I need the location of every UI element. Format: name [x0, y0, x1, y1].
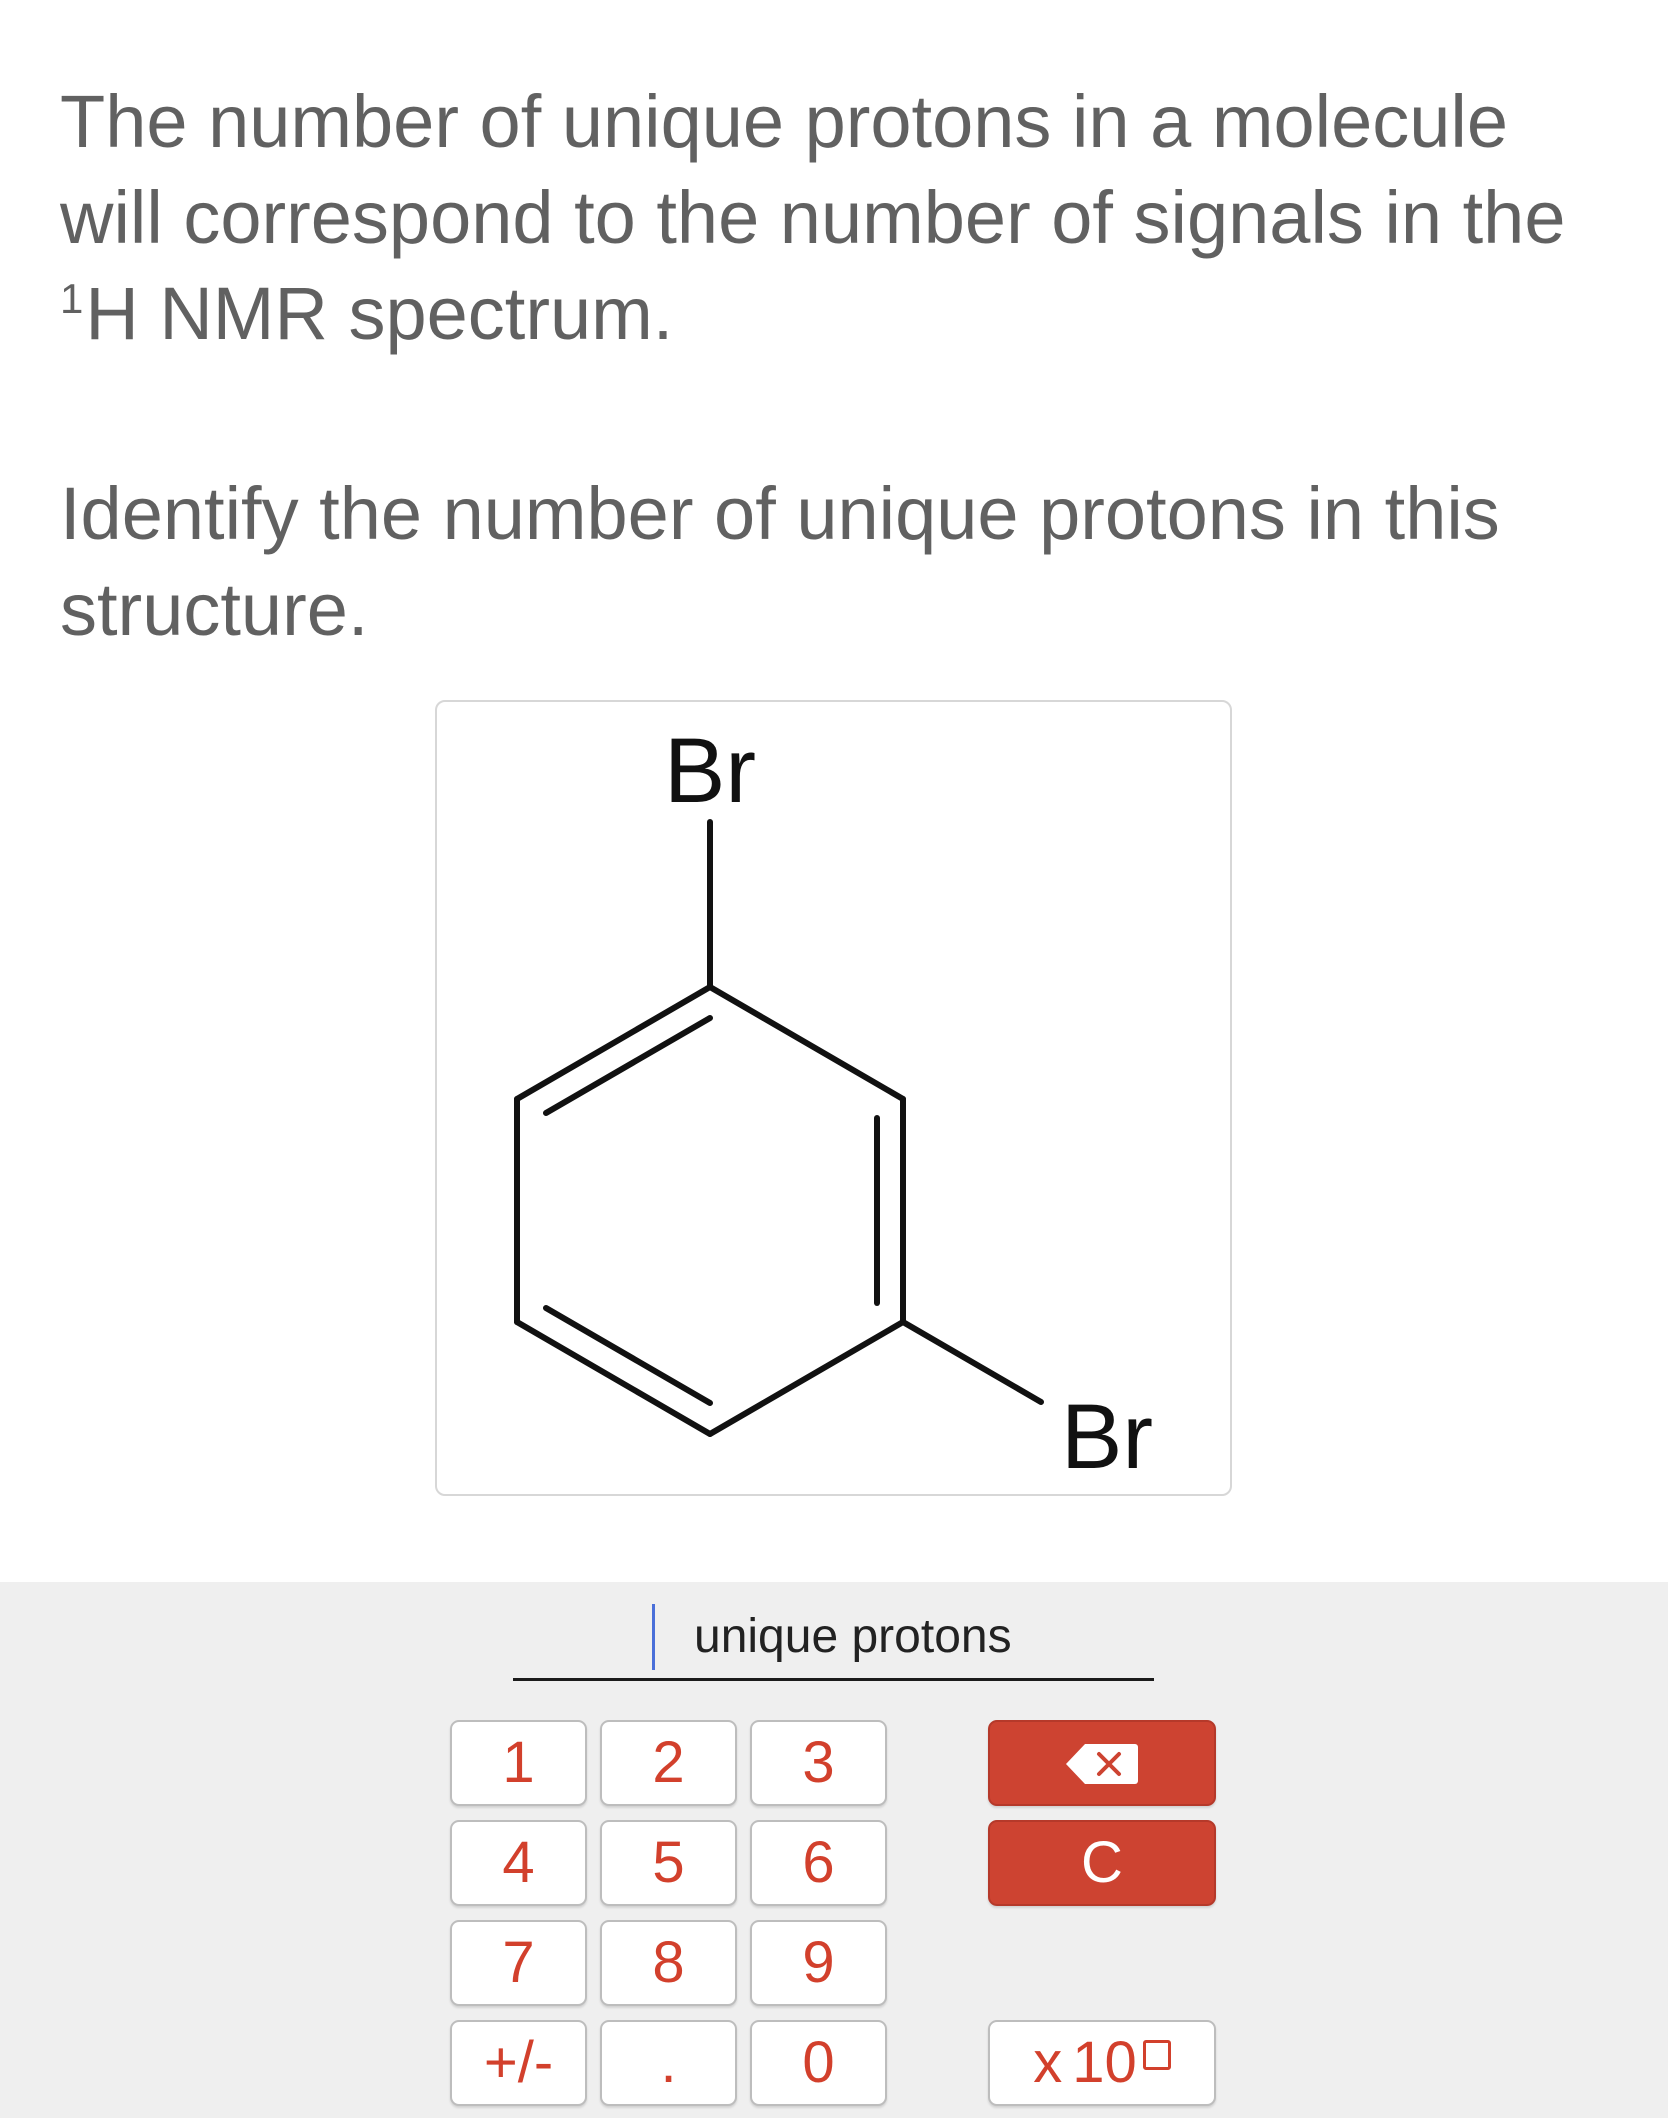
- superscript-one: 1: [60, 275, 84, 322]
- scientific-notation-button[interactable]: [988, 2020, 1216, 2106]
- backspace-icon: [1065, 1742, 1139, 1786]
- question-text-end: H NMR spectrum.: [85, 272, 674, 355]
- atom-label-br-right: Br: [1061, 1386, 1153, 1488]
- key-3[interactable]: 3: [750, 1720, 887, 1806]
- bond-ring-6: [517, 987, 710, 1099]
- key-1[interactable]: 1: [450, 1720, 587, 1806]
- question-text-part: The number of unique protons in a molecule will correspond to the number of signals in the: [60, 80, 1566, 259]
- answer-panel: [0, 1582, 1668, 2118]
- bond-ring-4: [517, 1322, 710, 1434]
- backspace-button[interactable]: [988, 1720, 1216, 1806]
- key-0[interactable]: 0: [750, 2020, 887, 2106]
- structure-image: [435, 700, 1232, 1496]
- prompt-text: Identify the number of unique protons in this structure.: [60, 472, 1500, 651]
- times-label: x: [1033, 2030, 1063, 2095]
- key-5[interactable]: 5: [600, 1820, 737, 1906]
- key-6[interactable]: 6: [750, 1820, 887, 1906]
- exponent-box-icon: [1143, 2040, 1171, 2070]
- unit-label: unique protons: [694, 1610, 1012, 1663]
- bond-ring-3: [710, 1322, 903, 1434]
- answer-input-line[interactable]: [513, 1678, 1154, 1681]
- atom-label-br-top: Br: [664, 720, 756, 822]
- key-2[interactable]: 2: [600, 1720, 737, 1806]
- key-4[interactable]: 4: [450, 1820, 587, 1906]
- key-8[interactable]: 8: [600, 1920, 737, 2006]
- key-7[interactable]: 7: [450, 1920, 587, 2006]
- text-cursor: [652, 1604, 655, 1670]
- dibromobenzene-structure: [437, 702, 1234, 1498]
- bond-right-br: [903, 1322, 1041, 1402]
- ten-label: 10: [1072, 2030, 1137, 2095]
- key-decimal[interactable]: .: [600, 2020, 737, 2106]
- bond-ring-1: [710, 987, 903, 1099]
- clear-button[interactable]: C: [988, 1820, 1216, 1906]
- key-plus-minus[interactable]: +/-: [450, 2020, 587, 2106]
- key-9[interactable]: 9: [750, 1920, 887, 2006]
- question-text: [60, 74, 1620, 373]
